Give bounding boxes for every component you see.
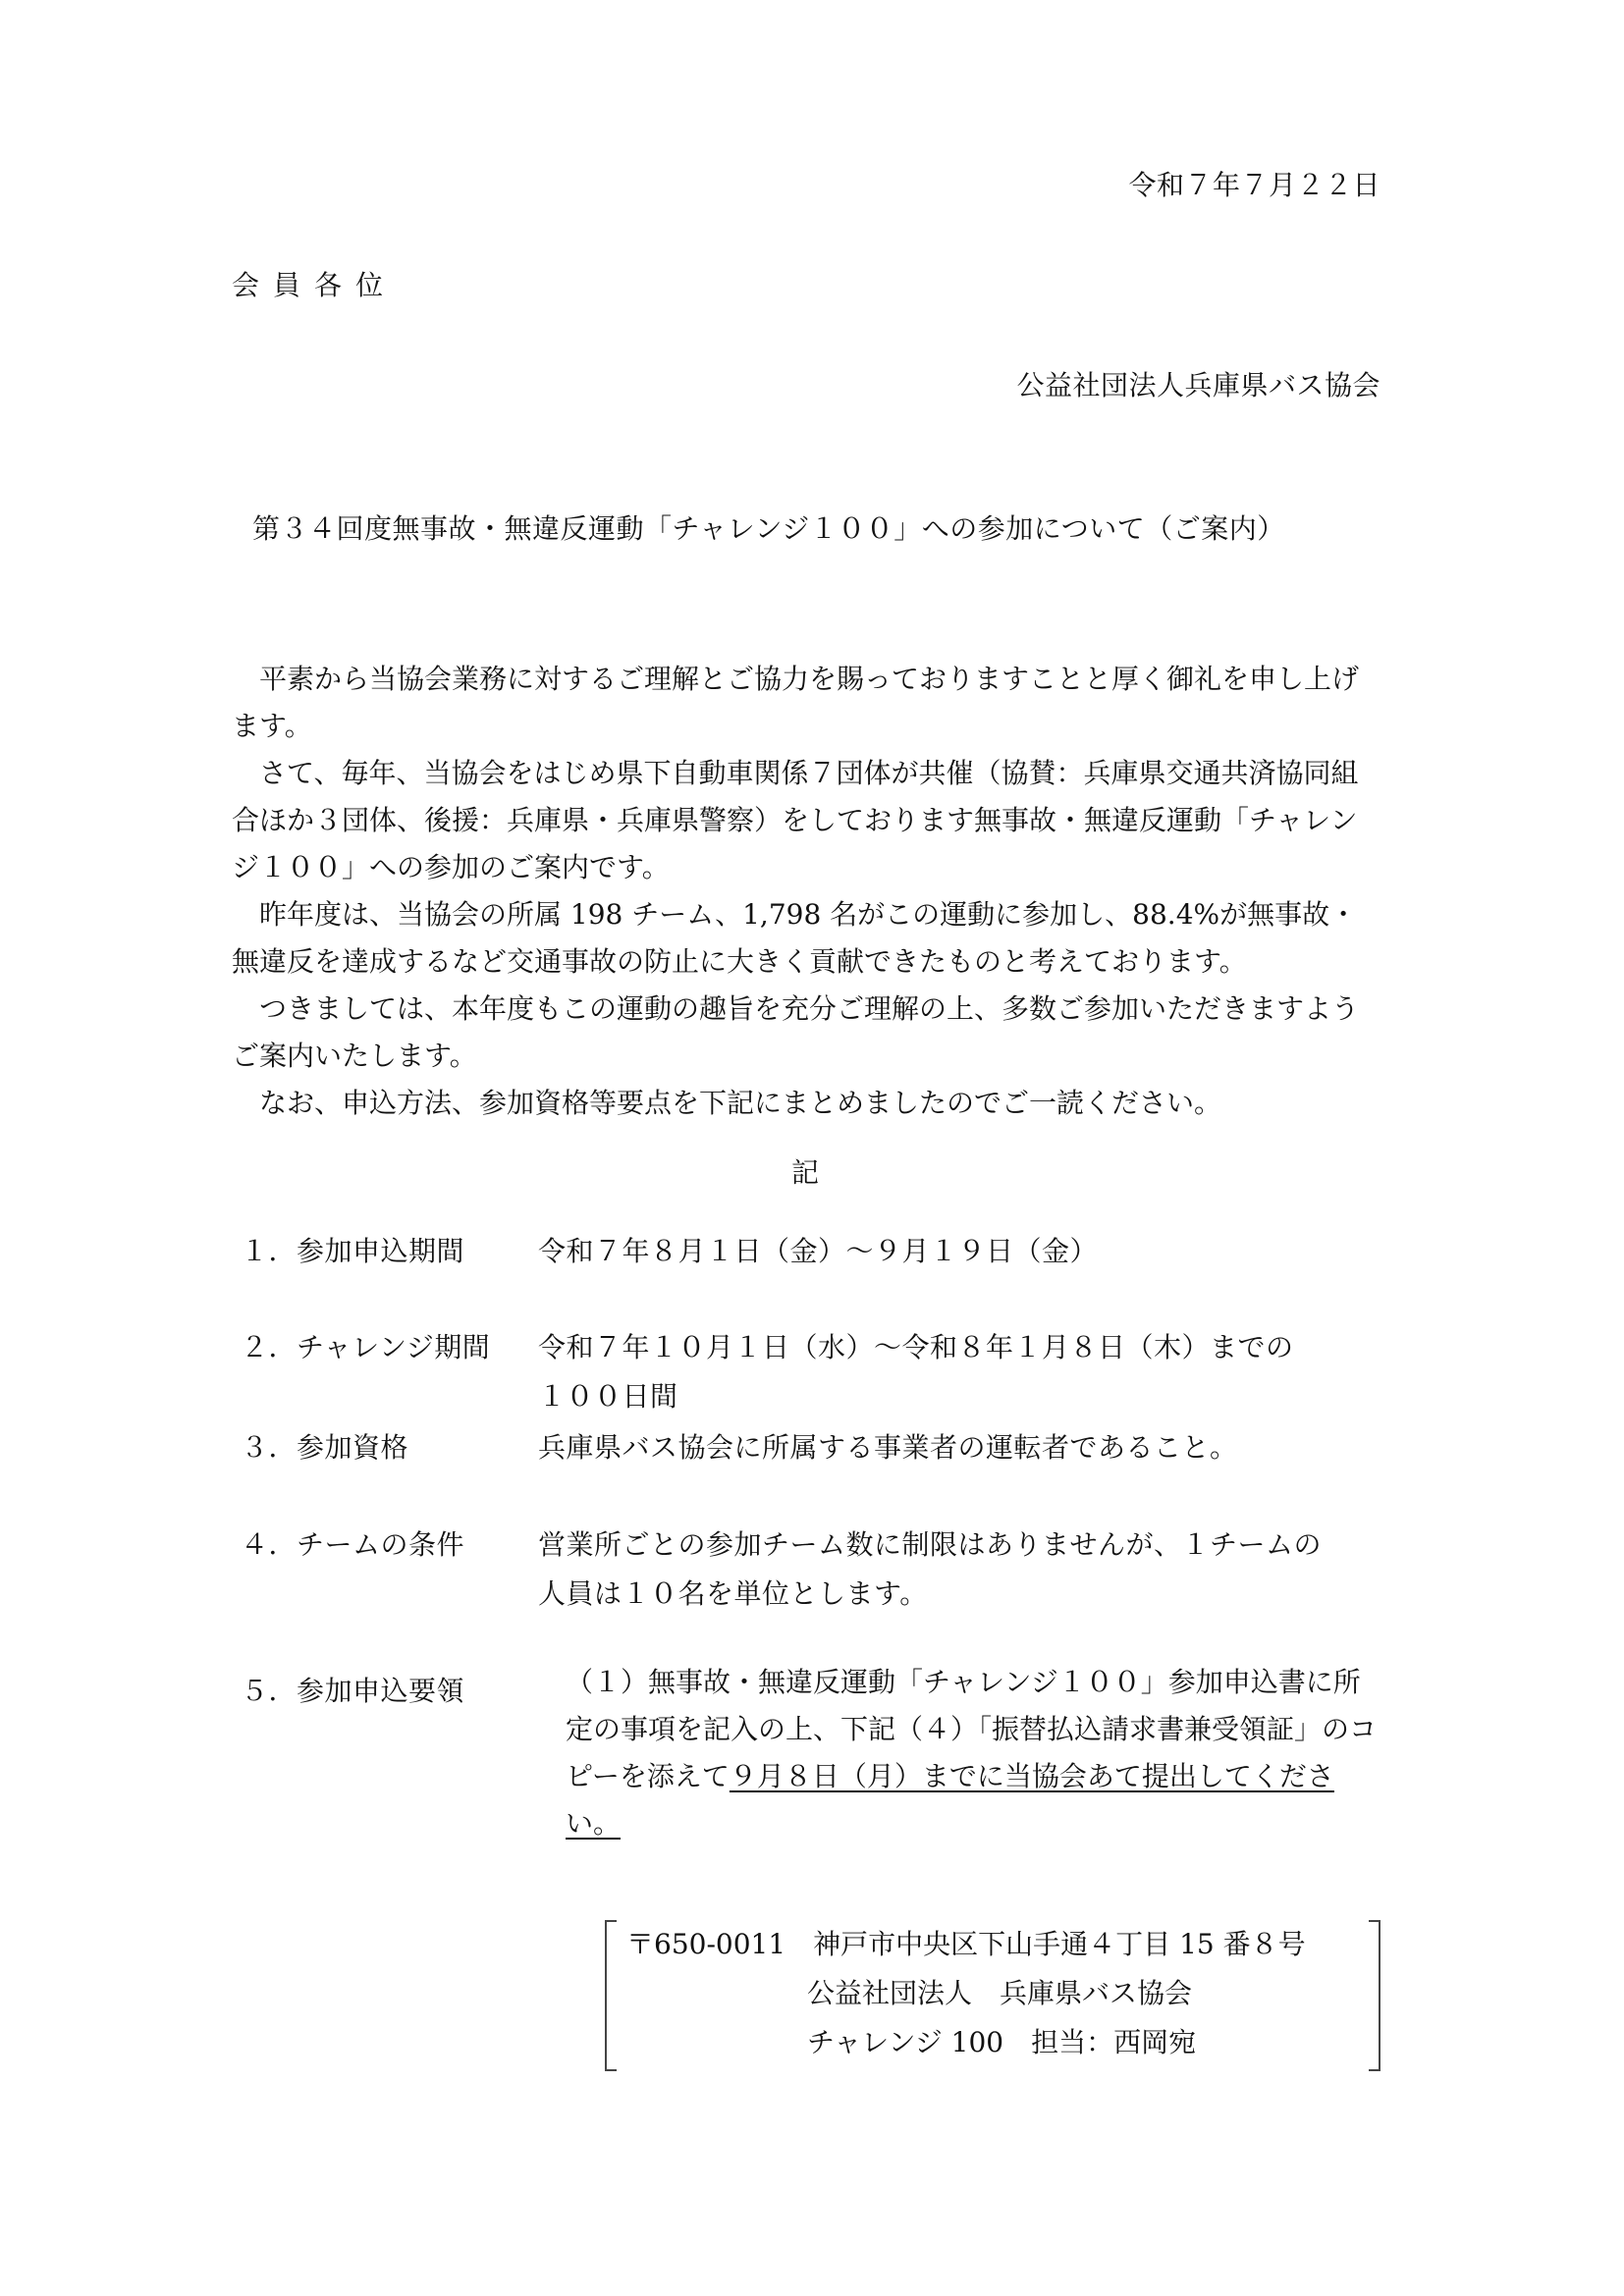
- paragraph-last-year: 昨年度は、当協会の所属 198 チーム、1,798 名がこの運動に参加し、88.4%が無事故・無違反を達成するなど交通事故の防止に大きく貢献できたものと考えております。: [232, 898, 1358, 978]
- bracket-left: [605, 1920, 617, 2071]
- item-5-number: ５．: [241, 1675, 298, 1707]
- sender-organization: 公益社団法人兵庫県バス協会: [1016, 369, 1380, 401]
- address-line-2: 公益社団法人 兵庫県バス協会: [807, 1977, 1193, 2009]
- item-5-label: 参加申込要領: [297, 1675, 465, 1707]
- paragraph-greeting: 平素から当協会業務に対するご理解とご協力を賜っておりますことと厚く御礼を申し上げます。: [232, 663, 1360, 742]
- item-3-label: 参加資格: [297, 1431, 409, 1464]
- bracket-right: [1369, 1920, 1380, 2071]
- item-2-value: 令和７年１０月１日（水）～令和８年１月８日（木）までの: [538, 1331, 1294, 1363]
- item-4-value-line2: 人員は１０名を単位とします。: [538, 1577, 928, 1610]
- document-subject: 第３４回度無事故・無違反運動「チャレンジ１００」への参加について（ご案内）: [252, 512, 1285, 545]
- item-1-label: 参加申込期間: [297, 1235, 465, 1267]
- item-4-number: ４．: [241, 1528, 298, 1561]
- address-line-1: 〒650-0011 神戸市中央区下山手通４丁目 15 番８号: [626, 1928, 1306, 1960]
- recipients: 会員各位: [232, 269, 398, 301]
- document-date: 令和７年７月２２日: [1128, 169, 1380, 201]
- item-3-number: ３．: [241, 1431, 298, 1464]
- item-2-label: チャレンジ期間: [297, 1331, 491, 1363]
- item-4-value: 営業所ごとの参加チーム数に制限はありませんが、１チームの: [538, 1528, 1323, 1561]
- item-2-number: ２．: [241, 1331, 298, 1363]
- item-2-value-line2: １００日間: [538, 1380, 678, 1413]
- paragraph-intro: さて、毎年、当協会をはじめ県下自動車関係７団体が共催（協賛：兵庫県交通共済協同組合ほか３団体、後援：兵庫県・兵庫県警察）をしております無事故・無違反運動「チャレンジ１００」への参加のご案内です。: [232, 757, 1359, 883]
- item-5-value: [566, 1659, 1382, 1847]
- item-3-value: 兵庫県バス協会に所属する事業者の運転者であること。: [538, 1431, 1238, 1464]
- item-1-value: 令和７年８月１日（金）～９月１９日（金）: [538, 1235, 1099, 1267]
- item-5-deadline: ９月８日（月）までに当協会あて提出してください。: [566, 1760, 1334, 1840]
- item-1-number: １．: [241, 1235, 298, 1267]
- address-box: [605, 1920, 1380, 2067]
- paragraph-note: なお、申込方法、参加資格等要点を下記にまとめましたのでご一読ください。: [259, 1087, 1222, 1119]
- item-5-text: （１）無事故・無違反運動「チャレンジ１００」参加申込書に所定の事項を記入の上、下記（４）「振替払込請求書兼受領証」のコピーを添えて: [566, 1666, 1378, 1792]
- item-4-label: チームの条件: [297, 1528, 465, 1561]
- address-line-3: チャレンジ 100 担当：西岡宛: [807, 2026, 1197, 2058]
- paragraph-request: つきましては、本年度もこの運動の趣旨を充分ご理解の上、多数ご参加いただきますようご案内いたします。: [232, 992, 1360, 1072]
- ki-heading: 記: [791, 1156, 820, 1189]
